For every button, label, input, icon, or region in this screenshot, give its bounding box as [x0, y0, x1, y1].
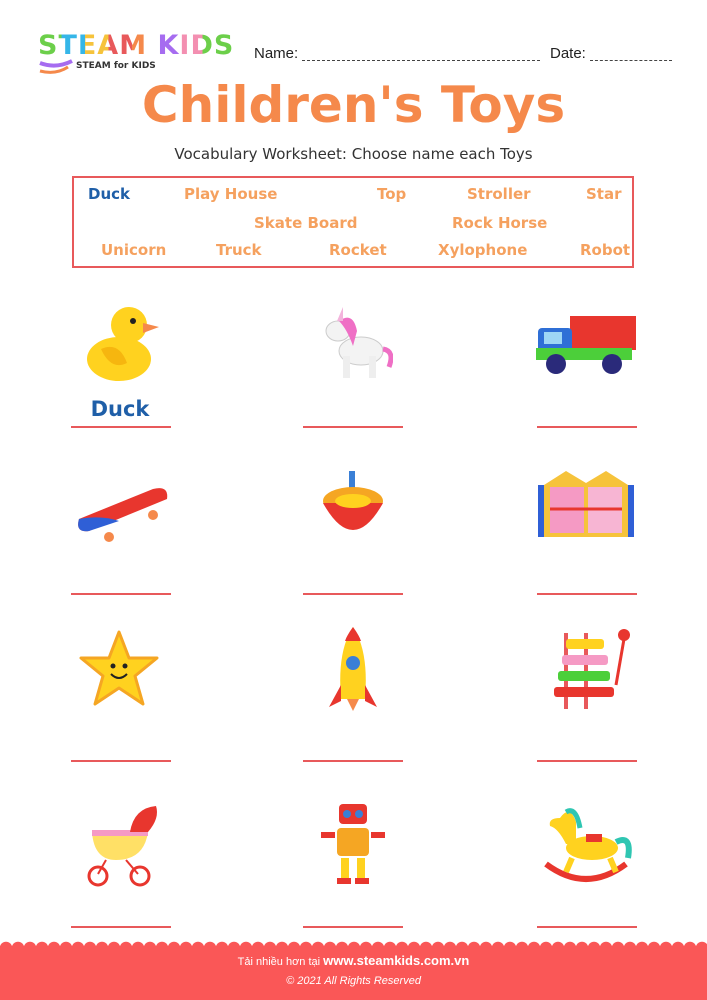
answer-line-8[interactable] — [303, 760, 403, 762]
spinning-top-icon — [313, 467, 393, 547]
stroller-icon — [76, 798, 166, 888]
footer-prefix: Tải nhiều hơn tại — [237, 956, 324, 968]
answer-line-11[interactable] — [303, 926, 403, 928]
date-label: Date: — [550, 45, 586, 62]
name-label: Name: — [254, 45, 299, 62]
star-picture — [64, 625, 174, 715]
play-house-icon — [536, 465, 636, 549]
robot-icon — [313, 798, 393, 888]
answer-line-5[interactable] — [303, 593, 403, 595]
duck-icon — [81, 301, 161, 386]
stroller-picture — [66, 798, 176, 888]
word-rocket: Rocket — [329, 241, 387, 259]
word-star: Star — [586, 185, 622, 203]
robot-picture — [298, 798, 408, 888]
name-field[interactable] — [302, 47, 540, 61]
rocking-horse-picture — [531, 798, 641, 888]
word-unicorn: Unicorn — [101, 241, 167, 259]
truck-icon — [534, 308, 638, 378]
footer-copyright: © 2021 All Rights Reserved — [286, 975, 421, 987]
rocking-horse-icon — [536, 798, 636, 888]
answer-line-3[interactable] — [537, 426, 637, 428]
unicorn-picture — [298, 298, 408, 388]
xylophone-picture — [531, 625, 641, 715]
word-robot: Robot — [580, 241, 631, 259]
logo-title: STEAM KIDS — [38, 30, 235, 61]
star-icon — [77, 628, 161, 712]
word-truck: Truck — [216, 241, 262, 259]
rocket-picture — [298, 625, 408, 715]
answer-line-6[interactable] — [537, 593, 637, 595]
word-duck: Duck — [88, 185, 130, 203]
answer-1[interactable]: Duck — [90, 397, 150, 421]
word-top: Top — [377, 185, 407, 203]
word-rock-horse: Rock Horse — [452, 214, 548, 232]
truck-picture — [531, 298, 641, 388]
play-house-picture — [531, 462, 641, 552]
page-subtitle: Vocabulary Worksheet: Choose name each Toys — [174, 145, 533, 163]
rocket-icon — [323, 625, 383, 715]
skateboard-icon — [71, 475, 171, 545]
unicorn-icon — [313, 301, 393, 386]
date-field[interactable] — [590, 47, 672, 61]
word-skate-board: Skate Board — [254, 214, 358, 232]
duck-picture — [66, 298, 176, 388]
answer-line-1[interactable] — [71, 426, 171, 428]
answer-line-9[interactable] — [537, 760, 637, 762]
page-title: Children's Toys — [141, 76, 566, 134]
word-play-house: Play House — [184, 185, 278, 203]
skateboard-picture — [66, 465, 176, 555]
word-bank — [72, 176, 634, 268]
word-stroller: Stroller — [467, 185, 531, 203]
answer-line-2[interactable] — [303, 426, 403, 428]
answer-line-4[interactable] — [71, 593, 171, 595]
answer-line-7[interactable] — [71, 760, 171, 762]
steam-kids-logo — [38, 32, 238, 74]
logo-tagline: STEAM for KIDS — [76, 61, 156, 71]
footer-download-text — [0, 952, 707, 971]
word-xylophone: Xylophone — [438, 241, 528, 259]
xylophone-icon — [536, 625, 636, 715]
logo-swoosh-icon — [38, 59, 74, 75]
answer-line-10[interactable] — [71, 926, 171, 928]
answer-line-12[interactable] — [537, 926, 637, 928]
footer-url-link[interactable]: www.steamkids.com.vn — [323, 953, 470, 968]
spinning-top-picture — [298, 462, 408, 552]
